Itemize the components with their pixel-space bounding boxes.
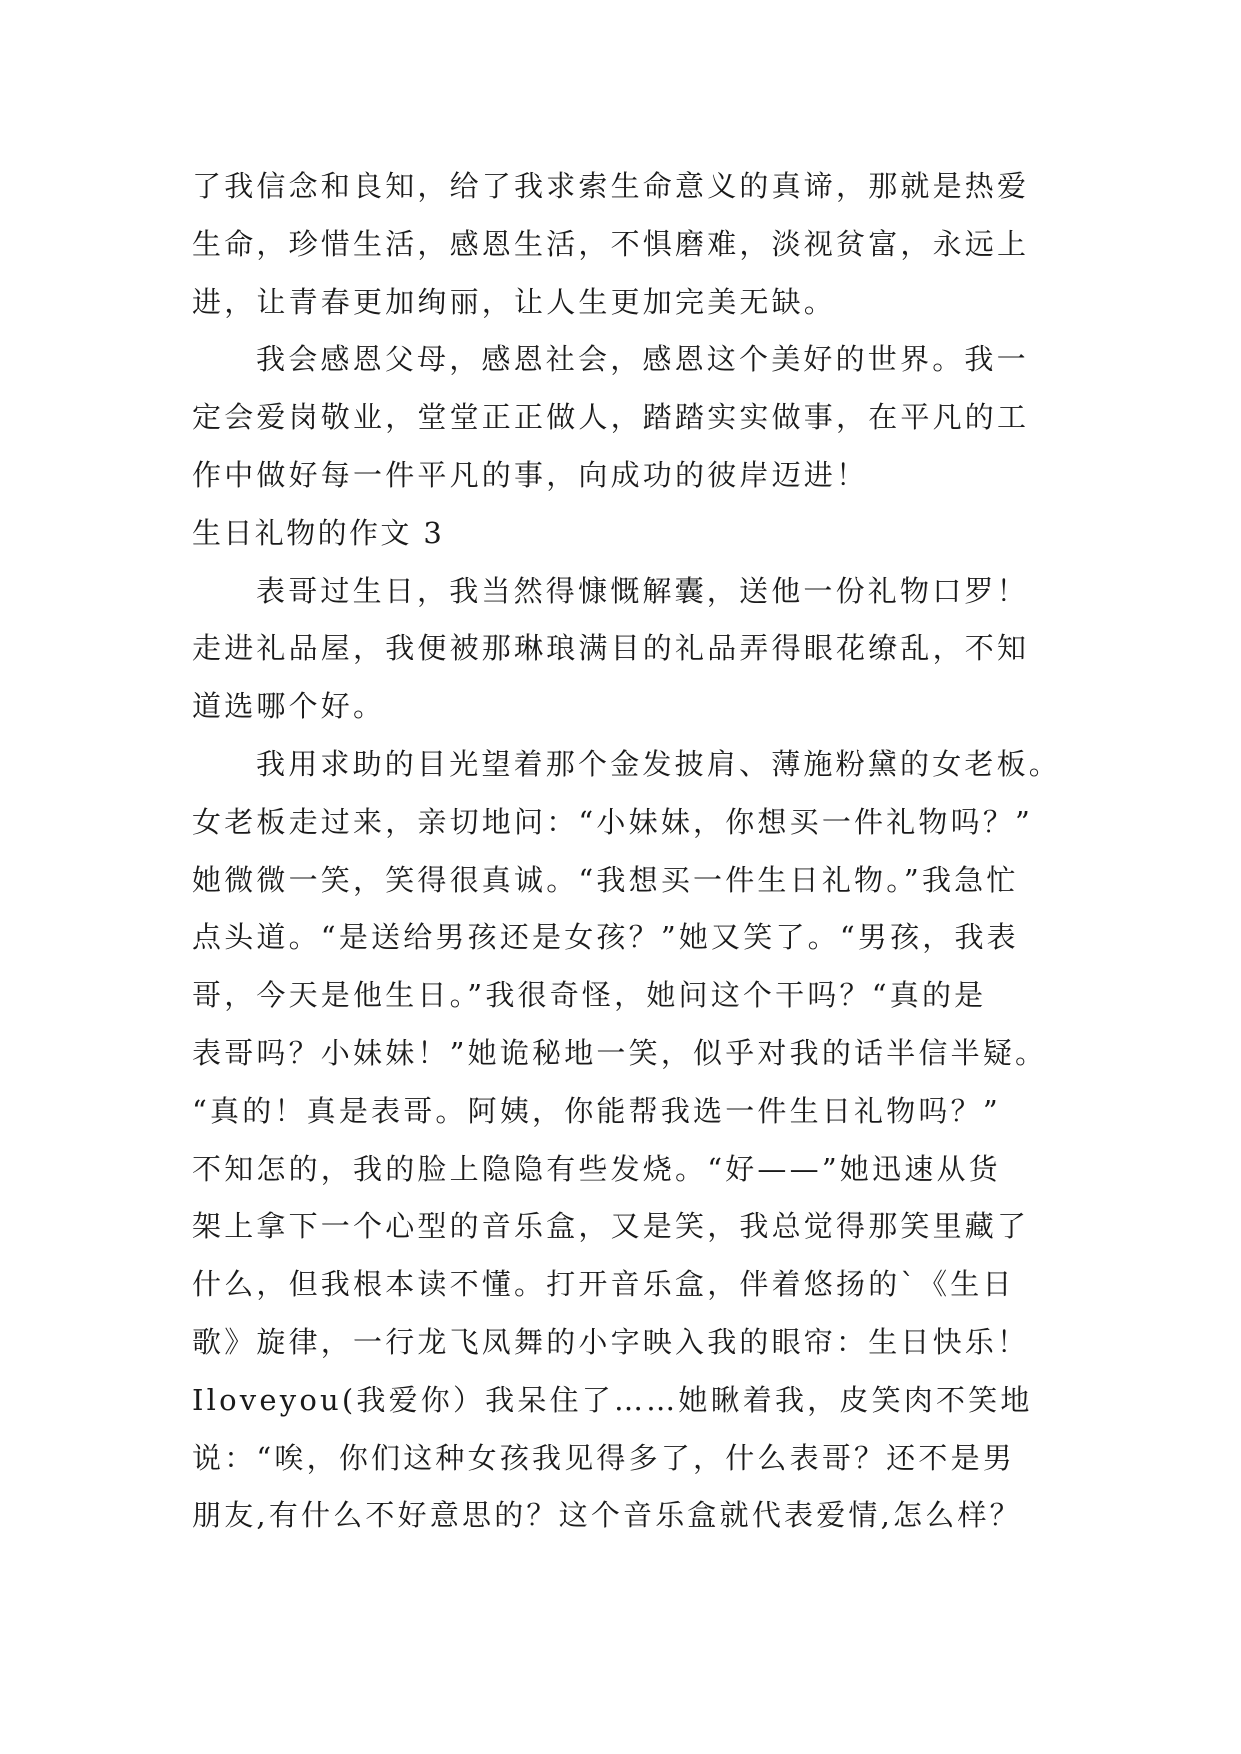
section-heading: 生日礼物的作文 3 — [192, 515, 445, 550]
text-line: Iloveyou(我爱你）我呆住了……她瞅着我，皮笑肉不笑地 — [192, 1382, 1033, 1417]
text-line: 说：“唉，你们这种女孩我见得多了，什么表哥？还不是男 — [192, 1440, 1016, 1475]
text-line: 表哥吗？小妹妹！”她诡秘地一笑，似乎对我的话半信半疑。 — [192, 1035, 1048, 1070]
text-line: “真的！真是表哥。阿姨，你能帮我选一件生日礼物吗？” — [192, 1093, 1001, 1128]
text-line: 不知怎的，我的脸上隐隐有些发烧。“好——”她迅速从货 — [192, 1151, 1001, 1186]
text-line: 定会爱岗敬业，堂堂正正做人，踏踏实实做事，在平凡的工 — [192, 400, 1030, 435]
document-body — [192, 158, 1092, 1545]
text-line: 作中做好每一件平凡的事，向成功的彼岸迈进！ — [192, 457, 869, 492]
text-line: 我会感恩父母，感恩社会，感恩这个美好的世界。我一 — [256, 342, 1029, 377]
text-line: 进，让青春更加绚丽，让人生更加完美无缺。 — [192, 284, 837, 319]
text-line: 走进礼品屋，我便被那琳琅满目的礼品弄得眼花缭乱，不知 — [192, 631, 1030, 666]
text-line: 女老板走过来，亲切地问：“小妹妹，你想买一件礼物吗？” — [192, 804, 1034, 839]
text-line: 她微微一笑，笑得很真诚。“我想买一件生日礼物。”我急忙 — [192, 862, 1019, 897]
text-line: 了我信念和良知，给了我求索生命意义的真谛，那就是热爱 — [192, 169, 1030, 203]
text-line: 道选哪个好。 — [192, 689, 386, 724]
text-line: 点头道。“是送给男孩还是女孩？”她又笑了。“男孩，我表 — [192, 920, 1019, 955]
text-line: 生命，珍惜生活，感恩生活，不惧磨难，淡视贫富，永远上 — [192, 226, 1030, 261]
text-line: 什么，但我根本读不懂。打开音乐盒，伴着悠扬的`《生日 — [192, 1267, 1015, 1302]
text-line: 架上拿下一个心型的音乐盒，又是笑，我总觉得那笑里藏了 — [192, 1209, 1030, 1244]
text-line: 哥，今天是他生日。”我很奇怪，她问这个干吗？“真的是 — [192, 978, 987, 1013]
text-line: 朋友,有什么不好意思的？这个音乐盒就代表爱情,怎么样？ — [192, 1498, 1022, 1533]
text-line: 歌》旋律，一行龙飞凤舞的小字映入我的眼帘：生日快乐！ — [192, 1324, 1030, 1359]
text-line: 我用求助的目光望着那个金发披肩、薄施粉黛的女老板。 — [256, 746, 1062, 781]
text-line: 表哥过生日，我当然得慷慨解囊，送他一份礼物口罗！ — [256, 573, 1029, 608]
